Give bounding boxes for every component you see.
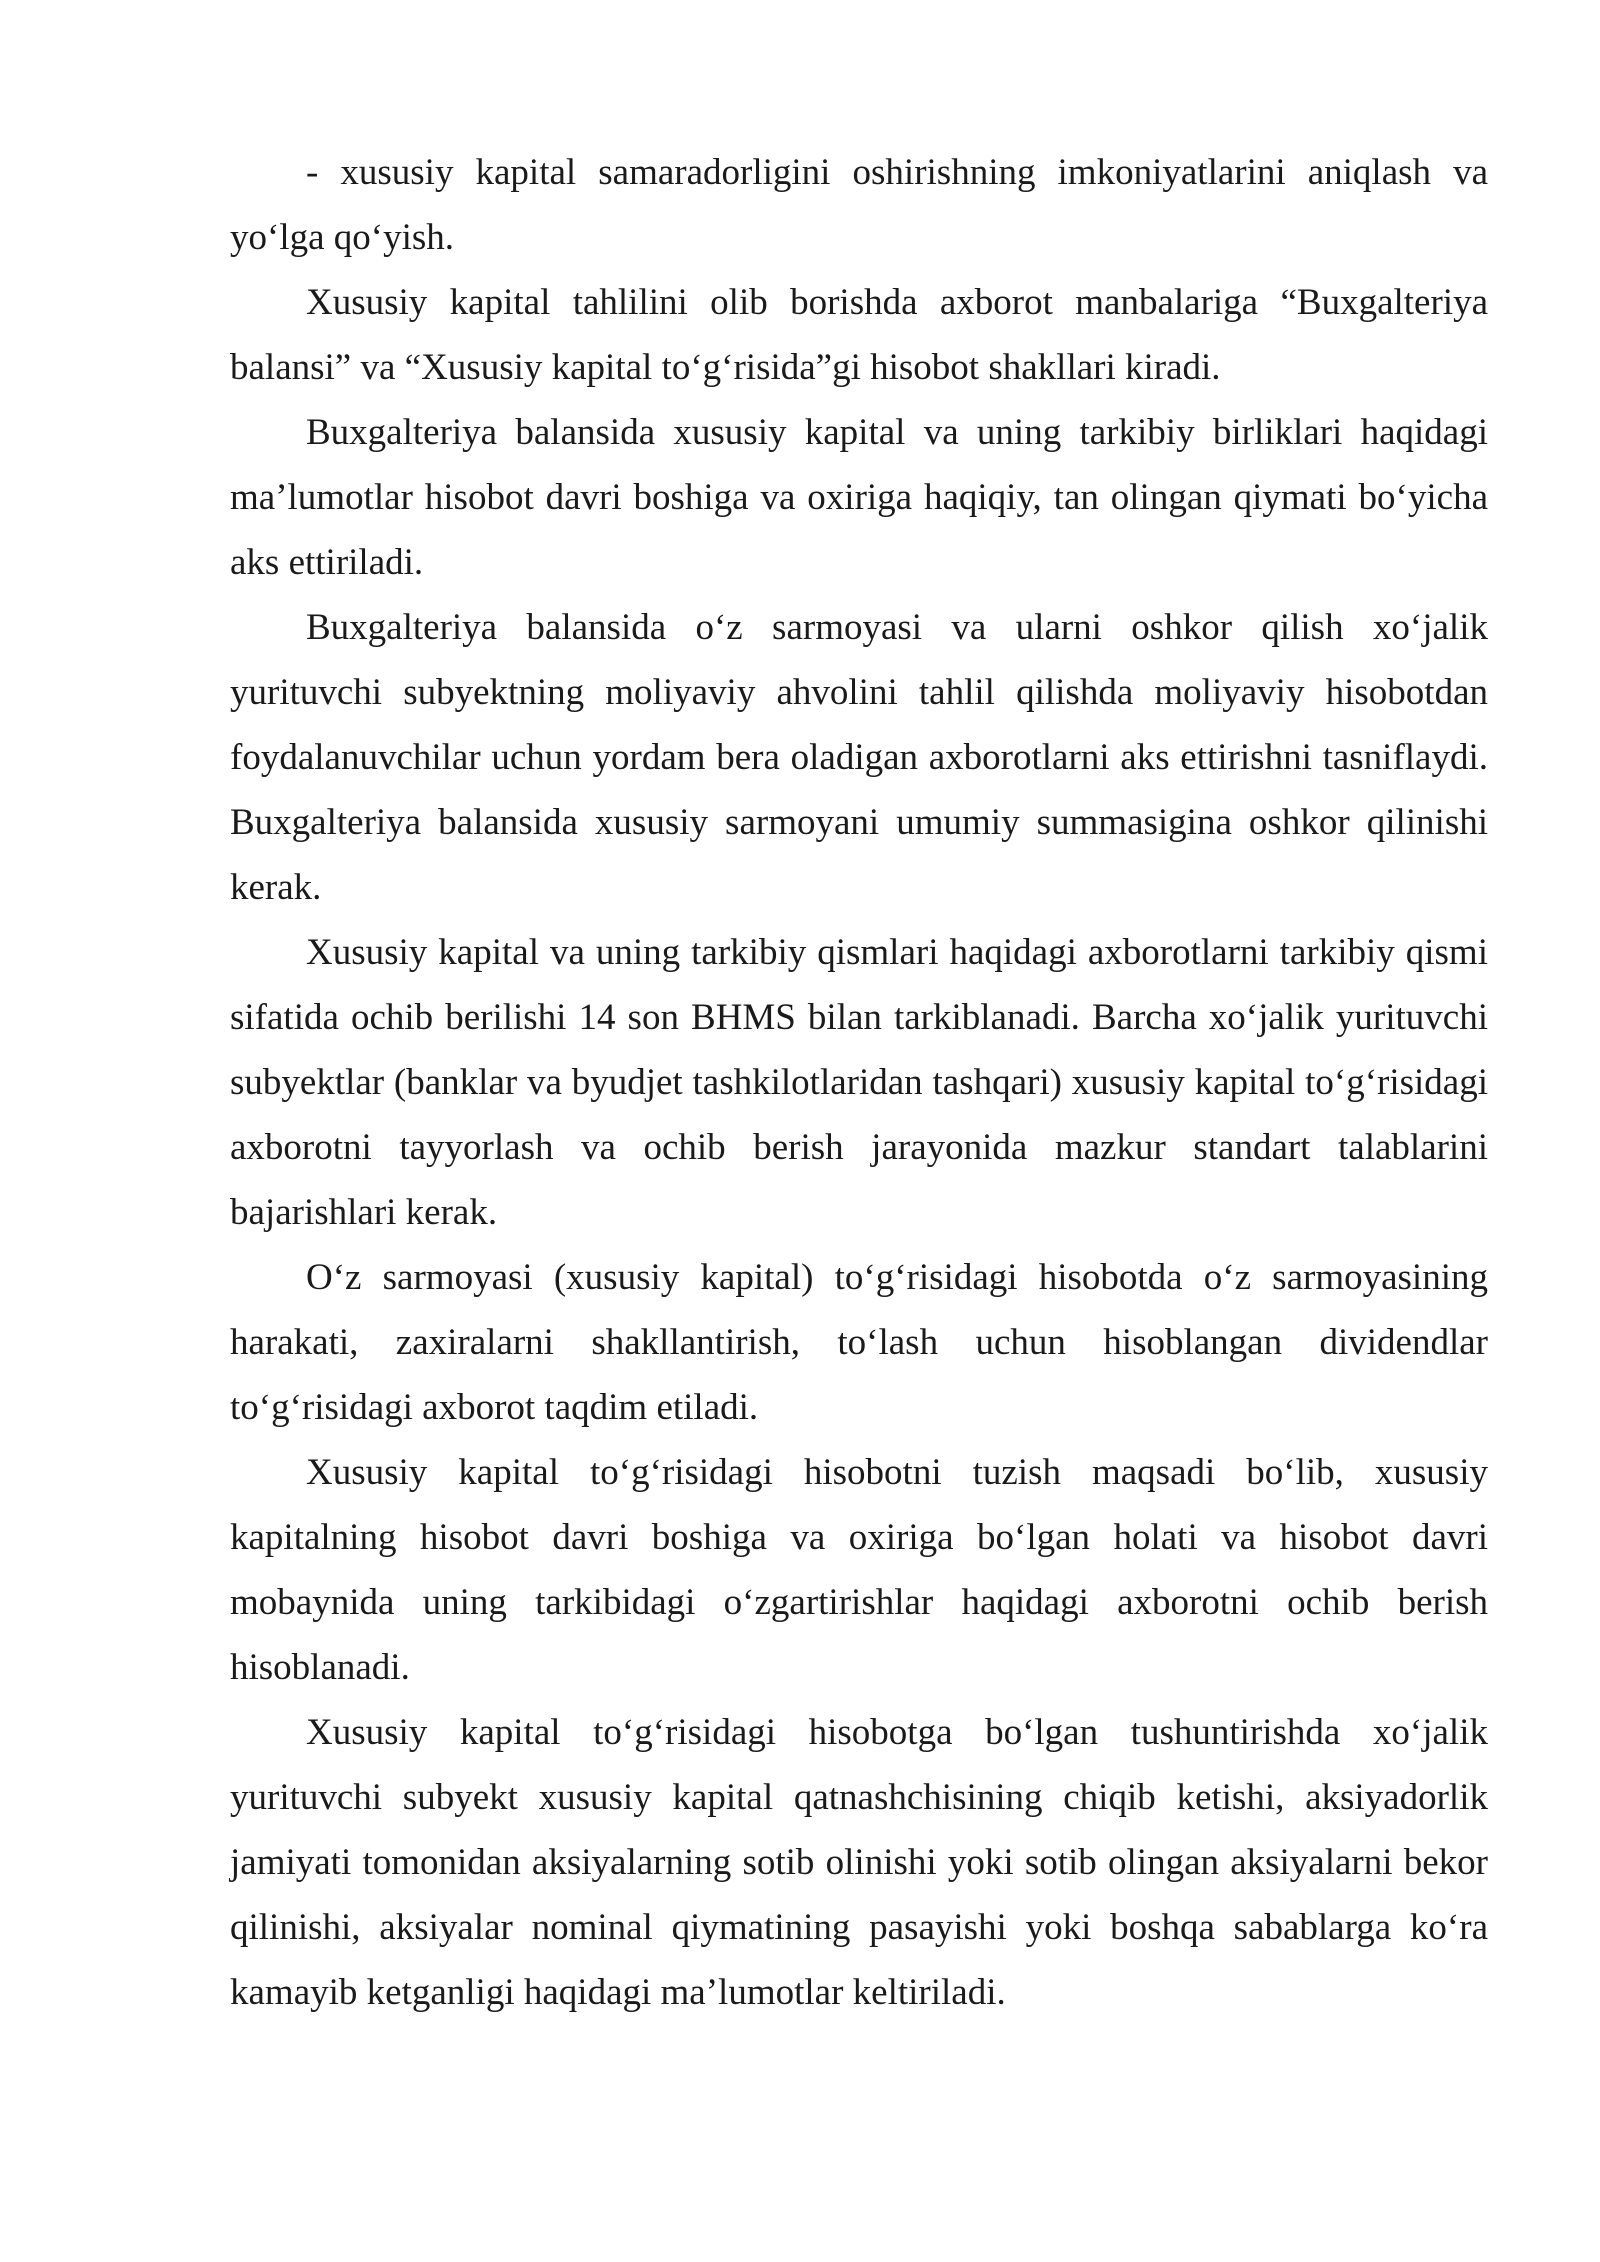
paragraph-4: Buxgalteriya balansida o‘z sarmoyasi va ularni oshkor qilish xo‘jalik yurituvchi subyektning moliyaviy ahvolini tahlil qilishda moliyaviy hisobotdan foydalanuvchilar uchun yordam bera oladigan axborotlarni aks ettirishni tasniflaydi. Buxgalteriya balansida xususiy sarmoyani umumiy summasigina oshkor qilinishi kerak. (230, 607, 1488, 908)
paragraph-1: - xususiy kapital samaradorligini oshirishning imkoniyatlarini aniqlash va yo‘lga qo‘yish. (230, 152, 1488, 258)
paragraph-5: Xususiy kapital va uning tarkibiy qismlari haqidagi axborotlarni tarkibiy qismi sifatida ochib berilishi 14 son BHMS bilan tarkiblanadi. Barcha xo‘jalik yurituvchi subyektlar (banklar va byudjet tashkilotlaridan tashqari) xususiy kapital to‘g‘risidagi axborotni tayyorlash va ochib berish jarayonida mazkur standart talablarini bajarishlari kerak. (230, 932, 1488, 1233)
paragraph-8: Xususiy kapital to‘g‘risidagi hisobotga bo‘lgan tushuntirishda xo‘jalik yurituvchi subyekt xususiy kapital qatnashchisining chiqib ketishi, aksiyadorlik jamiyati tomonidan aksiyalarning sotib olinishi yoki sotib olingan aksiyalarni bekor qilinishi, aksiyalar nominal qiymatining pasayishi yoki boshqa sabablarga ko‘ra kamayib ketganligi haqidagi ma’lumotlar keltiriladi. (230, 1712, 1488, 2013)
paragraph-2: Xususiy kapital tahlilini olib borishda axborot manbalariga “Buxgalteriya balansi” va “Xususiy kapital to‘g‘risida”gi hisobot shakllari kiradi. (230, 282, 1488, 388)
paragraph-3: Buxgalteriya balansida xususiy kapital va uning tarkibiy birliklari haqidagi ma’lumotlar hisobot davri boshiga va oxiriga haqiqiy, tan olingan qiymati bo‘yicha aks ettiriladi. (230, 412, 1488, 583)
document-page (230, 140, 1488, 2025)
paragraph-7: Xususiy kapital to‘g‘risidagi hisobotni tuzish maqsadi bo‘lib, xususiy kapitalning hisobot davri boshiga va oxiriga bo‘lgan holati va hisobot davri mobaynida uning tarkibidagi o‘zgartirishlar haqidagi axborotni ochib berish hisoblanadi. (230, 1452, 1488, 1688)
paragraph-6: O‘z sarmoyasi (xususiy kapital) to‘g‘risidagi hisobotda o‘z sarmoyasining harakati, zaxiralarni shakllantirish, to‘lash uchun hisoblangan dividendlar to‘g‘risidagi axborot taqdim etiladi. (230, 1257, 1488, 1428)
